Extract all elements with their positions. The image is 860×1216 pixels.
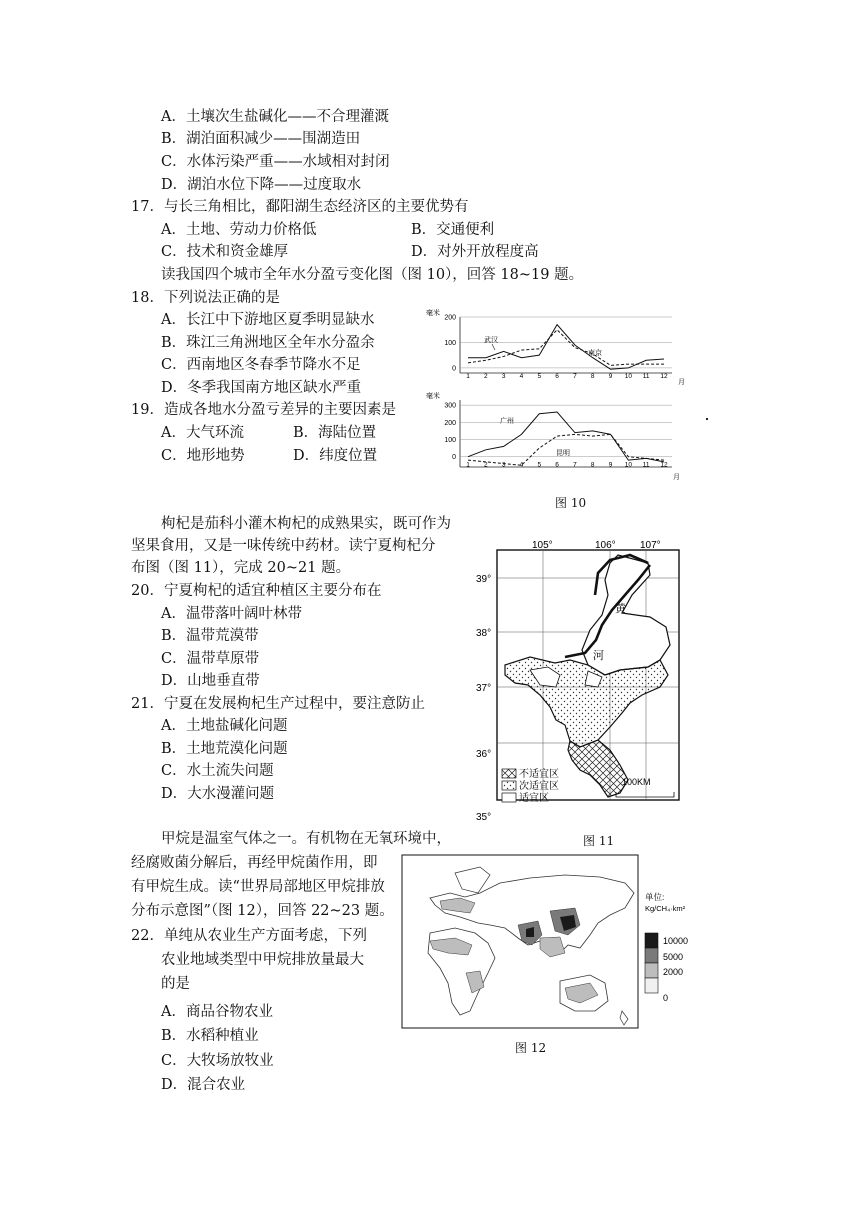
q16-option-b: B．湖泊面积减少——围湖造田 [161,131,361,147]
q22-option-b: B．水稻种植业 [161,1028,259,1044]
lon-107: 107° [640,540,661,551]
q17-option-a: A．土地、劳动力价格低 [161,222,317,238]
q18-option-b: B．珠江三角洲地区全年水分盈余 [161,335,375,351]
q17-option-b: B．交通便利 [411,222,495,238]
q20-option-c: C．温带草原带 [161,651,260,667]
q21-option-a: A．土地盐碱化问题 [161,718,288,734]
q16-option-a: A．土壤次生盐碱化——不合理灌溉 [161,109,389,125]
legend-label-suitable: 适宜区 [519,793,549,804]
river-char-huang: 黄 [615,603,626,615]
q20-stem: 20．宁夏枸杞的适宜种植区主要分布在 [131,583,382,599]
legend-label-secondary: 次适宜区 [519,781,559,792]
q19-option-d: D．纬度位置 [293,448,378,464]
top-xtick-label: 9 [608,372,613,380]
scale-label: 100KM [622,777,651,787]
top-series-line-1 [468,325,664,370]
lon-105: 105° [532,540,553,551]
q22-option-a: A．商品谷物农业 [161,1004,273,1020]
bottom-ytick-label: 0 [452,454,456,462]
q22-stem-line2: 农业地域类型中甲烷排放量最大 [161,952,364,968]
bottom-xtick-label: 1 [466,461,470,469]
top-xtick-label: 12 [660,372,668,380]
q19-option-c: C．地形地势 [161,448,245,464]
bottom-xtick-label: 11 [642,461,650,469]
figure-12-map [400,853,710,1033]
q20-option-b: B．温带荒漠带 [161,628,259,644]
legend-swatch-5000 [645,948,658,963]
q17-stem: 17．与长三角相比，鄱阳湖生态经济区的主要优势有 [131,199,469,215]
intro-20-line2: 坚果食用，又是一味传统中药材。读宁夏枸杞分 [131,538,436,554]
top-ytick-label: 200 [444,314,456,322]
legend-swatch-suitable [502,793,516,802]
chart-bottom-guangzhou-kunming [426,391,680,481]
figure-10-charts [420,305,695,485]
top-xtick-label: 1 [466,372,470,380]
legend-swatch-2000 [645,963,658,978]
bottom-xtick-label: 2 [484,461,488,469]
legend-swatch-0 [645,978,658,993]
unit-label: 单位: [645,892,665,902]
bottom-xtick-label: 4 [519,461,524,469]
q16-option-d: D．湖泊水位下降——过度取水 [161,177,362,193]
top-xtick-label: 3 [501,372,506,380]
top-month-unit: 月 [678,379,685,386]
q20-option-d: D．山地垂直带 [161,673,260,689]
chart-top-wuhan-nanjing [426,308,685,386]
q21-option-d: D．大水漫灌问题 [161,786,275,802]
bottom-ytick-label: 300 [444,402,456,410]
legend-label-0: 0 [663,993,669,1003]
bottom-xtick-label: 8 [590,461,595,469]
top-xtick-label: 8 [590,372,595,380]
lat-39: 39° [476,574,492,585]
bottom-xtick-label: 10 [624,461,632,469]
q20-option-a: A．温带落叶阔叶林带 [161,606,302,622]
bottom-month-unit: 月 [673,474,680,481]
intro-22-line2: 经腐败菌分解后，再经甲烷菌作用，即 [131,855,378,871]
lat-35: 35° [476,812,492,823]
unit-value: Kg/CH₄·km² [645,904,686,913]
label-kunming: 昆明 [556,450,570,457]
legend-label-2000: 2000 [663,967,684,977]
lat-36: 36° [476,749,492,760]
bottom-ytick-label: 100 [444,437,456,445]
bottom-xtick-label: 3 [501,461,506,469]
label-wuhan: 武汉 [484,337,498,344]
top-xtick-label: 6 [555,372,559,380]
q22-option-d: D．混合农业 [161,1077,246,1093]
figure-11-map [470,535,690,825]
top-xtick-label: 11 [642,372,650,380]
q22-stem-line3: 的是 [161,976,190,992]
q18-option-d: D．冬季我国南方地区缺水严重 [161,380,362,396]
top-xtick-label: 2 [484,372,488,380]
q22-option-c: C．大牧场放牧业 [161,1053,274,1069]
q21-option-b: B．土地荒漠化问题 [161,741,288,757]
q21-option-c: C．水土流失问题 [161,763,274,779]
figure-11-caption: 图 11 [583,834,615,848]
legend-label-5000: 5000 [663,952,684,962]
q18-option-c: C．西南地区冬春季节降水不足 [161,357,361,373]
bottom-xtick-label: 5 [537,461,542,469]
q18-option-a: A．长江中下游地区夏季明显缺水 [161,312,375,328]
q19-option-a: A．大气环流 [161,425,244,441]
bottom-unit-label: 毫米 [426,393,440,400]
figure-10-caption: 图 10 [555,496,587,510]
top-xtick-label: 7 [573,372,577,380]
q16-option-c: C．水体污染严重——水域相对封闭 [161,154,390,170]
lat-37: 37° [476,683,492,694]
q18-stem: 18．下列说法正确的是 [131,290,280,306]
lon-106: 106° [595,540,616,551]
bottom-xtick-label: 7 [573,461,577,469]
top-xtick-label: 10 [624,372,632,380]
top-unit-label: 毫米 [426,310,440,317]
intro-22-line3: 有甲烷生成。读“世界局部地区甲烷排放 [131,879,385,895]
river-char-he: 河 [593,650,604,662]
top-xtick-label: 5 [537,372,542,380]
q19-stem: 19．造成各地水分盈亏差异的主要因素是 [131,402,396,418]
bottom-xtick-label: 6 [555,461,559,469]
top-ytick-label: 100 [444,339,456,347]
legend-label-10000: 10000 [663,936,689,946]
legend-swatch-secondary [502,781,516,790]
bottom-xtick-label: 12 [660,461,668,469]
label-guangzhou: 广州 [500,418,514,425]
q22-stem-line1: 22．单纯从农业生产方面考虑，下列 [131,928,367,944]
intro-18-19: 读我国四个城市全年水分盈亏变化图（图 10），回答 18~19 题。 [161,267,584,283]
bottom-ytick-label: 200 [444,419,456,427]
bottom-xtick-label: 9 [608,461,613,469]
intro-22-line1: 甲烷是温室气体之一。有机物在无氧环境中， [161,831,451,847]
label-nanjing: 南京 [588,350,602,357]
intro-22-line4: 分布示意图”（图 12），回答 22~23 题。 [131,903,394,919]
lat-38: 38° [476,628,492,639]
q17-option-d: D．对外开放程度高 [411,244,539,260]
top-xtick-label: 4 [519,372,524,380]
legend-swatch-10000 [645,933,658,948]
intro-20-line3: 布图（图 11），完成 20~21 题。 [131,560,351,576]
top-ytick-label: 0 [452,365,456,373]
q19-option-b: B．海陆位置 [293,425,377,441]
q21-stem: 21．宁夏在发展枸杞生产过程中，要注意防止 [131,696,425,712]
intro-20-line1: 枸杞是茄科小灌木枸杞的成熟果实，既可作为 [161,516,451,532]
legend-swatch-unsuitable [502,769,516,778]
stray-dot [706,418,708,420]
legend-label-unsuitable: 不适宜区 [519,769,559,780]
q17-option-c: C．技术和资金雄厚 [161,244,289,260]
figure-12-caption: 图 12 [515,1041,547,1055]
